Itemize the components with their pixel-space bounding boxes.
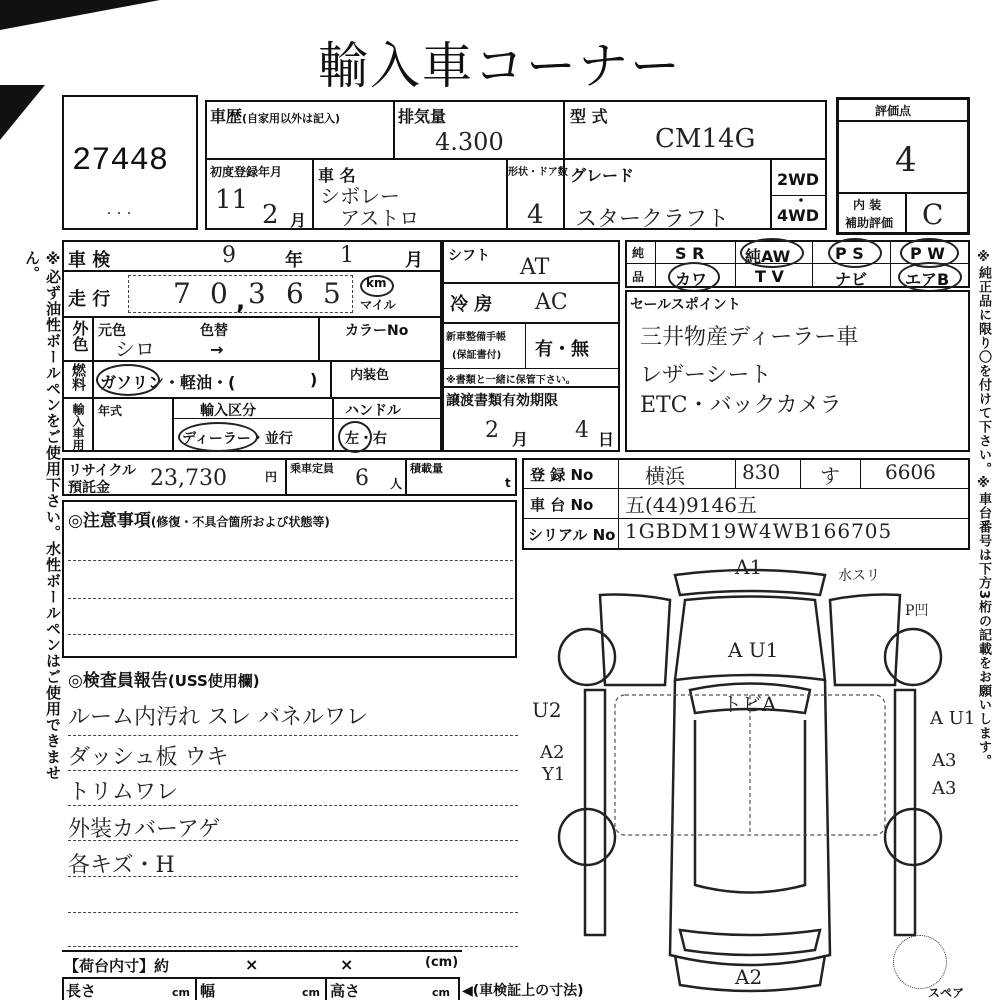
cargo-unit: (cm) bbox=[425, 955, 459, 970]
mileage-digit: 0 bbox=[210, 277, 228, 310]
displacement-label: 排気量 bbox=[398, 107, 447, 126]
option-ps: P S bbox=[835, 244, 864, 263]
lot-number-box bbox=[62, 95, 198, 230]
interior-value: C bbox=[922, 198, 944, 231]
right-side-note: ※純正品に限り〇を付けて下さい。※車台番号は下方3桁の記載をお願いします。 bbox=[976, 250, 991, 769]
inspector-item: 各キズ・H bbox=[68, 853, 175, 878]
car-name-line2: アストロ bbox=[340, 206, 420, 230]
service-book-note: ※書類と一緒に保管下さい。 bbox=[446, 375, 576, 386]
exterior-arrow: → bbox=[210, 340, 224, 359]
shift-label: シフト bbox=[448, 248, 490, 264]
interior-label1: 内 装 bbox=[853, 198, 882, 212]
inspector-item: 外装カバーアゲ bbox=[68, 817, 221, 842]
cargo-length: 長さ bbox=[66, 982, 97, 1000]
recycle-label2: 預託金 bbox=[68, 480, 110, 496]
capacity-value: 6 bbox=[355, 466, 369, 491]
sales-point-item: 三井物産ディーラー車 bbox=[640, 325, 859, 350]
cargo-dims-row bbox=[62, 977, 460, 1000]
inspection-label: 車 検 bbox=[68, 250, 111, 271]
handle-value: 左・右 bbox=[345, 431, 387, 447]
first-reg-month-unit: 月 bbox=[290, 211, 307, 230]
damage-mark: U2 bbox=[532, 698, 562, 722]
option-navi: ナビ bbox=[835, 270, 868, 289]
chassis-label: 車 台 No bbox=[530, 496, 594, 514]
inspector-item: ダッシュ板 ウキ bbox=[68, 745, 229, 770]
mileage-digit: 5 bbox=[323, 277, 341, 310]
inner-color-label: 内装色 bbox=[350, 368, 390, 383]
service-book-value: 有・無 bbox=[535, 339, 589, 360]
cargo-length-cm: cm bbox=[172, 986, 190, 999]
serial-label: シリアル No bbox=[528, 526, 616, 544]
doors-label: 形状・ドア数 bbox=[508, 167, 568, 178]
option-sr: S R bbox=[675, 244, 705, 263]
mileage-label: 走 行 bbox=[68, 289, 111, 310]
load-unit: t bbox=[505, 476, 511, 490]
spare-label: スペア bbox=[928, 986, 965, 1000]
first-reg-year: 11 bbox=[215, 185, 249, 215]
service-book-label2: (保証書付) bbox=[452, 350, 502, 361]
score-label: 評価点 bbox=[875, 104, 912, 118]
displacement-value: 4.300 bbox=[435, 128, 504, 156]
cargo-width-cm: cm bbox=[302, 986, 320, 999]
option-tv: T V bbox=[755, 267, 784, 286]
fuel-options: ガソリン・軽油・( bbox=[100, 373, 236, 392]
registration-kana: す bbox=[820, 464, 840, 488]
cargo-label: 【荷台内寸】約 bbox=[64, 957, 170, 975]
mileage-unit-km: km bbox=[366, 276, 387, 290]
cargo-x1: × bbox=[245, 955, 259, 974]
registration-label: 登 録 No bbox=[530, 466, 594, 484]
first-reg-month: 2 bbox=[262, 200, 279, 230]
import-side-label: 輸入車用 bbox=[71, 403, 85, 451]
exterior-label: 外色 bbox=[70, 320, 89, 352]
spare-tire bbox=[893, 935, 947, 989]
aircon-value: AC bbox=[535, 290, 568, 315]
transfer-month-unit: 月 bbox=[512, 430, 529, 449]
option-aw: 純AW bbox=[745, 247, 791, 266]
recycle-unit: 円 bbox=[265, 470, 278, 484]
doors-value: 4 bbox=[527, 200, 544, 230]
transfer-day-unit: 日 bbox=[598, 430, 615, 449]
import-section-label: 輸入区分 bbox=[200, 403, 256, 419]
score-value: 4 bbox=[895, 140, 917, 180]
recycle-value: 23,730 bbox=[150, 466, 227, 491]
inspection-month: 1 bbox=[340, 243, 354, 268]
inspector-item: トリムワレ bbox=[68, 780, 179, 805]
car-diagram bbox=[525, 555, 975, 1000]
exterior-orig-value: シロ bbox=[115, 337, 155, 361]
registration-region: 横浜 bbox=[645, 464, 685, 488]
damage-mark: A U1 bbox=[930, 708, 976, 729]
registration-number2: 6606 bbox=[885, 460, 936, 484]
damage-mark: A1 bbox=[735, 555, 763, 579]
options-label-top: 純 bbox=[632, 246, 645, 260]
mileage-digit: 6 bbox=[286, 277, 304, 310]
damage-mark: Y1 bbox=[542, 764, 566, 785]
damage-mark: A U1 bbox=[728, 638, 779, 662]
transfer-label: 譲渡書類有効期限 bbox=[446, 393, 558, 409]
chassis-value: 五(44)9146五 bbox=[625, 493, 757, 517]
capacity-unit: 人 bbox=[390, 477, 403, 491]
transfer-month: 2 bbox=[485, 418, 499, 443]
damage-mark: A3 bbox=[932, 778, 957, 799]
options-label-bottom: 品 bbox=[632, 270, 645, 284]
import-year-label: 年式 bbox=[98, 404, 123, 418]
lot-dots: ・・・ bbox=[104, 209, 134, 220]
cargo-x2: × bbox=[340, 955, 354, 974]
exterior-orig-label: 元色 bbox=[98, 323, 126, 339]
mileage-sep: , bbox=[236, 287, 246, 315]
serial-value: 1GBDM19W4WB166705 bbox=[625, 519, 893, 543]
inspection-month-unit: 月 bbox=[405, 250, 423, 271]
service-book-label1: 新車整備手帳 bbox=[446, 332, 506, 343]
model-code-value: CM14G bbox=[655, 124, 756, 154]
cargo-height-cm: cm bbox=[432, 986, 450, 999]
damage-mark: トビA bbox=[722, 692, 777, 716]
car-name-label: 車 名 bbox=[318, 166, 356, 185]
registration-number1: 830 bbox=[742, 460, 781, 484]
model-code-label: 型 式 bbox=[570, 107, 608, 126]
car-name-line1: シボレー bbox=[320, 184, 400, 208]
sales-points-label: セールスポイント bbox=[630, 297, 741, 313]
mileage-unit-mile: マイル bbox=[360, 298, 396, 312]
caution-label: ◎注意事項(修復・不具合箇所および状態等) bbox=[68, 511, 330, 531]
aircon-label: 冷 房 bbox=[450, 294, 493, 315]
lot-number: 27448 bbox=[72, 142, 169, 179]
drive-2wd: 2WD bbox=[777, 170, 820, 189]
page-title: 輸入車コーナー bbox=[318, 37, 682, 95]
first-reg-label: 初度登録年月 bbox=[210, 165, 283, 179]
cargo-width: 幅 bbox=[200, 982, 216, 1000]
damage-mark: A2 bbox=[540, 742, 565, 763]
mileage-digit: 7 bbox=[173, 277, 191, 310]
fuel-label: 燃料 bbox=[70, 363, 86, 391]
sales-point-item: レザーシート bbox=[640, 363, 772, 388]
damage-mark: A2 bbox=[735, 965, 763, 989]
inspector-item: ルーム内汚れ スレ バネルワレ bbox=[68, 705, 368, 730]
left-side-note: ※必ず油性ボールペンをご使用下さい。水性ボールペンはご使用できません。 bbox=[23, 250, 62, 781]
option-leather: カワ bbox=[675, 270, 708, 289]
shift-value: AT bbox=[520, 255, 550, 280]
recycle-label1: リサイクル bbox=[68, 463, 137, 479]
drive-4wd: 4WD bbox=[777, 206, 820, 225]
drive-dot: ・ bbox=[793, 191, 810, 210]
damage-mark: P凹 bbox=[905, 603, 929, 619]
mileage-digits bbox=[128, 275, 353, 313]
capacity-label: 乗車定員 bbox=[290, 462, 334, 475]
exterior-change-label: 色替 bbox=[200, 323, 228, 339]
inspector-label: ◎検査員報告(USS使用欄) bbox=[68, 671, 260, 691]
option-airbag: エアB bbox=[905, 270, 950, 289]
color-no-label: カラーNo bbox=[345, 323, 409, 339]
import-section-value: ディーラー・並行 bbox=[182, 431, 293, 447]
history-label: 車歴(自家用以外は記入) bbox=[210, 107, 341, 126]
grade-label: グレード bbox=[570, 166, 635, 185]
load-label: 積載量 bbox=[410, 462, 443, 475]
grade-value: スタークラフト bbox=[575, 207, 730, 232]
handle-label: ハンドル bbox=[345, 403, 401, 419]
damage-mark: 水スリ bbox=[838, 568, 880, 584]
transfer-day: 4 bbox=[575, 418, 589, 443]
option-pw: P W bbox=[910, 244, 945, 263]
fuel-close: ) bbox=[310, 370, 318, 389]
cargo-height: 高さ bbox=[330, 982, 361, 1000]
mileage-digit: 3 bbox=[248, 277, 266, 310]
sales-point-item: ETC・バックカメラ bbox=[640, 393, 842, 418]
cargo-note: ◀(車検証上の寸法) bbox=[462, 983, 584, 999]
inspection-year: 9 bbox=[222, 243, 236, 268]
damage-mark: A3 bbox=[932, 750, 957, 771]
interior-label2: 補助評価 bbox=[845, 216, 894, 230]
inspection-year-unit: 年 bbox=[285, 250, 303, 271]
